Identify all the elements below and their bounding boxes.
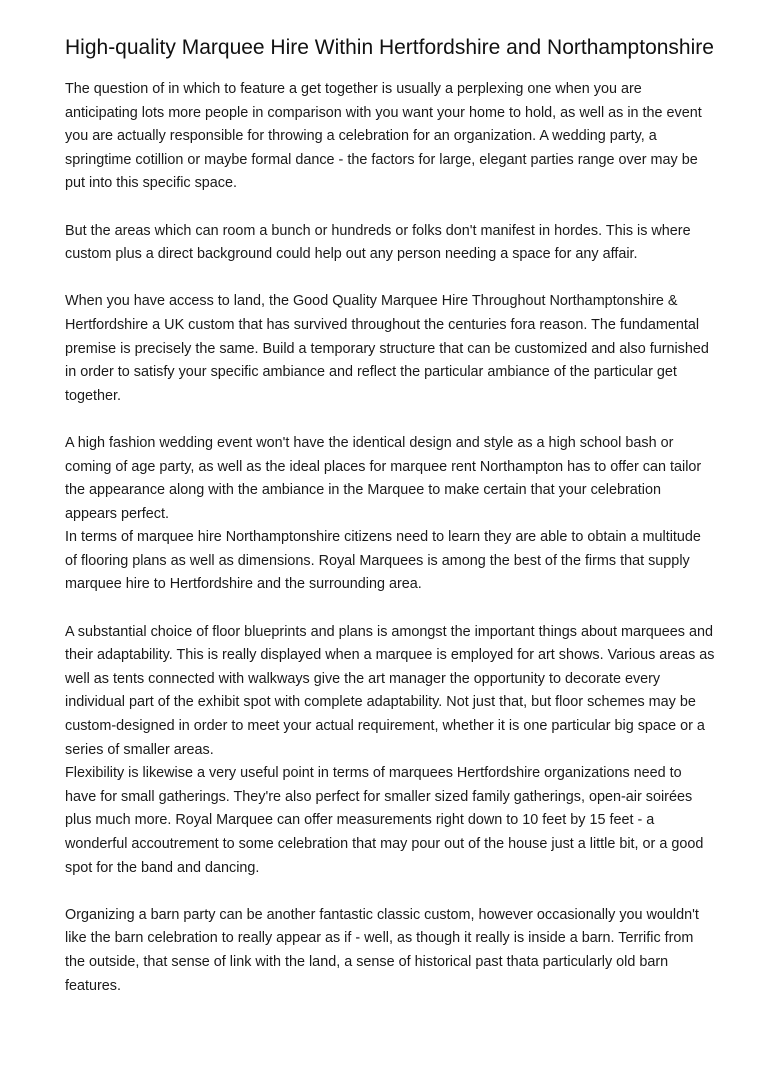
paragraph-2: But the areas which can room a bunch or hundreds or folks don't manifest in hordes. This is where custom plus a direct background could help out any person needing a space for any affair. — [65, 222, 691, 263]
paragraph-8: Organizing a barn party can be another fantastic classic custom, however occasionally you wouldn't like the barn celebration to really appear as if - well, as though it really is inside a barn. Terrific from the outside, that sense of link with the land, a sense of historical past thata particularly old barn features. — [65, 906, 699, 994]
document-title: High-quality Marquee Hire Within Hertfordshire and Northamptonshire — [65, 36, 714, 59]
paragraph-1: The question of in which to feature a get together is usually a perplexing one when you are anticipating lots more people in comparison with you want your home to hold, as well as in the event you are actually responsible for throwing a celebration for an organization. A wedding party, a springtime cotillion or maybe formal dance - the factors for large, elegant parties range over may be put into this specific space. — [65, 81, 702, 192]
paragraph-7: Flexibility is likewise a very useful point in terms of marquees Hertfordshire organizations need to have for small gatherings. They're also perfect for smaller sized family gatherings, open-air soirées plus much more. Royal Marquee can offer measurements right down to 10 feet by 15 feet - a wonderful accoutrement to some celebration that may pour out of the house just a little bit, or a good spot for the band and dancing. — [65, 765, 704, 876]
document-page — [65, 36, 715, 1022]
paragraph-4: A high fashion wedding event won't have the identical design and style as a high school bash or coming of age party, as well as the ideal places for marquee rent Northampton has to offer can tailor the appearance along with the ambiance in the Marquee to make certain that your celebration appears perfect. — [65, 434, 702, 522]
paragraph-6: A substantial choice of floor blueprints and plans is amongst the important things about marquees and their adaptability. This is really displayed when a marquee is employed for art shows. Various areas as well as tents connected with walkways give the art manager the opportunity to decorate every individual part of the exhibit spot with complete adaptability. Not just that, but floor schemes may be custom-designed in order to meet your actual requirement, whether it is one particular big space or a series of smaller areas. — [65, 623, 715, 758]
paragraph-3: When you have access to land, the Good Quality Marquee Hire Throughout Northamptonshire & Hertfordshire a UK custom that has survived throughout the centuries fora reason. The fundamental premise is precisely the same. Build a temporary structure that can be customized and also furnished in order to satisfy your specific ambiance and reflect the particular ambiance of the particular get together. — [65, 293, 709, 404]
paragraph-5: In terms of marquee hire Northamptonshire citizens need to learn they are able to obtain a multitude of flooring plans as well as dimensions. Royal Marquees is among the best of the firms that supply marquee hire to Hertfordshire and the surrounding area. — [65, 529, 701, 593]
